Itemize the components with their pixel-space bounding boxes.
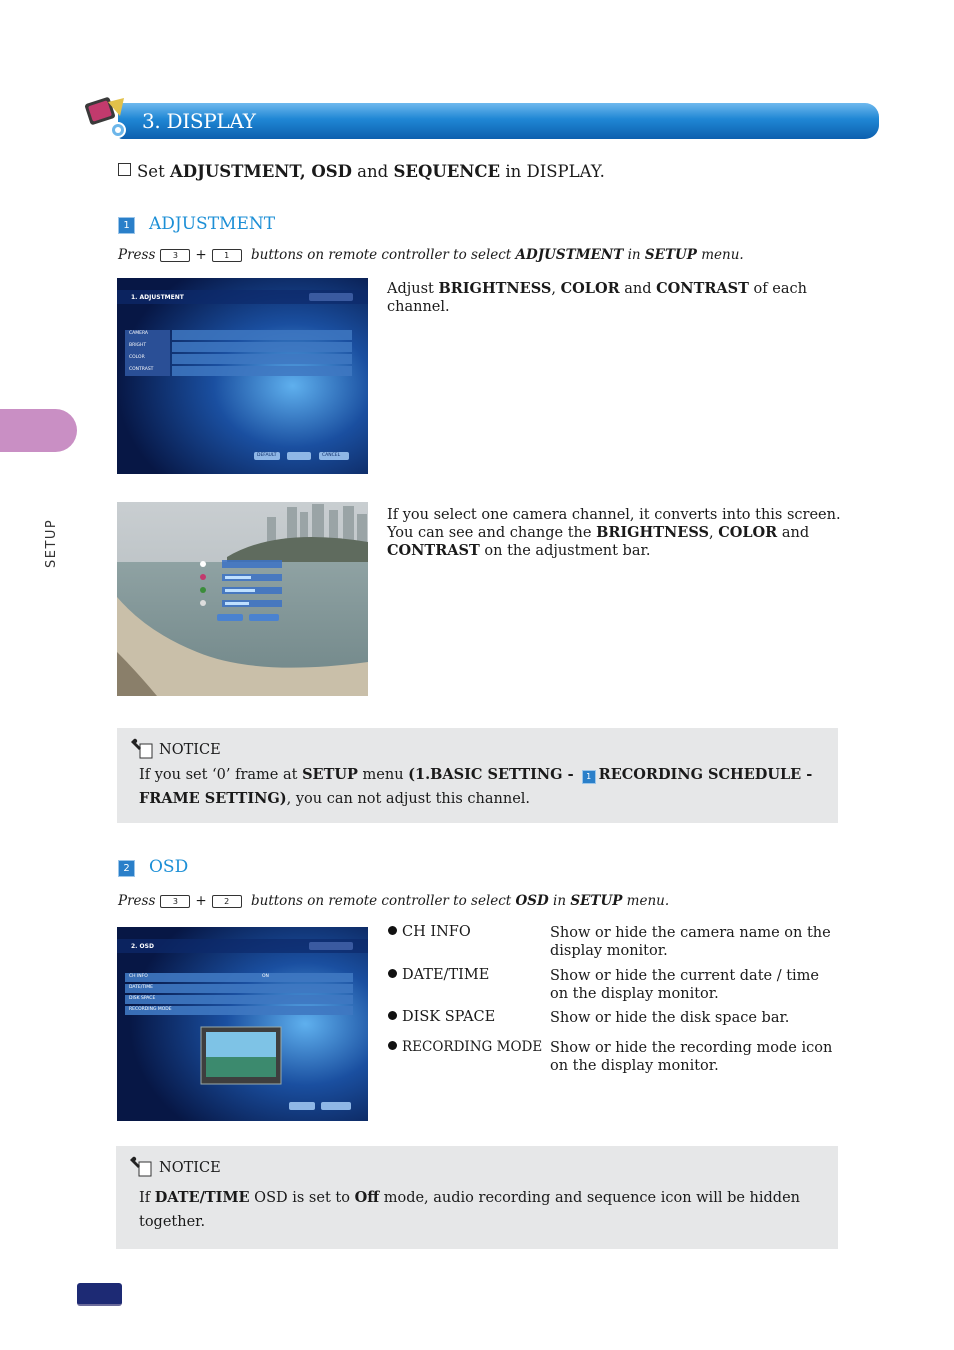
remote-key-3: 3 (160, 249, 190, 262)
display-monitor-icon (80, 96, 130, 142)
channel-adjustment-description: If you select one camera channel, it converts into this screen. You can see and change the BRIGHTNESS, COLOR and CONTRAST on the adjustment bar. (387, 507, 841, 559)
section-number-badge: 1 (118, 217, 135, 234)
screen-row-label: CAMERA (129, 331, 148, 336)
page-number-badge (77, 1283, 122, 1306)
bullet-icon (388, 1041, 397, 1050)
adjustment-menu-screenshot (117, 278, 368, 474)
osd-item-description: Show or hide the camera name on the display monitor. (550, 925, 831, 959)
side-chapter-label: SETUP (44, 518, 59, 568)
screen-title: 1. ADJUSTMENT (131, 294, 184, 301)
notice-body: If DATE/TIME OSD is set to Off mode, audio recording and sequence icon will be hidden together. (139, 1189, 801, 1230)
intro-line: Set ADJUSTMENT, OSD and SEQUENCE in DISPLAY. (118, 162, 605, 181)
bullet-icon (388, 1011, 397, 1020)
osd-press-instruction: Press 3 + 2 buttons on remote controller to select OSD in SETUP menu. (118, 893, 670, 909)
screen-cancel-button: CANCEL (322, 453, 341, 458)
osd-item-label: DATE/TIME (388, 967, 489, 983)
screen-row-label: CONTRAST (129, 367, 154, 372)
osd-item-label: RECORDING MODE (388, 1039, 542, 1055)
screen-row-label: DISK SPACE (129, 996, 156, 1001)
notice-title: NOTICE (159, 1160, 221, 1176)
screen-row-label: RECORDING MODE (129, 1007, 172, 1012)
screen-row-value: ON (262, 974, 269, 979)
section-title-bar (118, 103, 879, 139)
screen-default-button: DEFAULT (257, 453, 277, 458)
bullet-icon (388, 926, 397, 935)
osd-item-label: CH INFO (388, 924, 471, 940)
adjustment-press-instruction: Press 3 + 1 buttons on remote controller to select ADJUSTMENT in SETUP menu. (118, 247, 744, 263)
screen-title: 2. OSD (131, 943, 154, 950)
notice-box-1 (117, 728, 838, 823)
osd-heading: 2 OSD (118, 857, 188, 877)
bullet-icon (388, 969, 397, 978)
page-title: 3. DISPLAY (142, 109, 256, 133)
notice-title: NOTICE (159, 742, 221, 758)
notice-box-2 (116, 1146, 838, 1249)
section-number-badge: 1 (582, 770, 596, 784)
remote-key-2: 2 (212, 895, 242, 908)
screen-row-label: BRIGHT (129, 343, 147, 348)
screen-row-label: DATE/TIME (129, 985, 154, 990)
osd-item-description: Show or hide the recording mode icon on the display monitor. (550, 1040, 833, 1074)
notice-pencil-icon (131, 738, 155, 760)
remote-key-1: 1 (212, 249, 242, 262)
checkbox-bullet-icon (118, 163, 131, 176)
osd-item-description: Show or hide the current date / time on the display monitor. (550, 968, 820, 1002)
chapter-tab (0, 409, 77, 452)
osd-item-description: Show or hide the disk space bar. (550, 1010, 790, 1026)
osd-item-label: DISK SPACE (388, 1009, 495, 1025)
osd-menu-screenshot (117, 927, 368, 1121)
adjustment-description: Adjust BRIGHTNESS, COLOR and CONTRAST of each channel. (387, 280, 807, 315)
channel-adjustment-screenshot (117, 502, 368, 696)
adjustment-heading: 1 ADJUSTMENT (118, 214, 275, 234)
screen-row-label: COLOR (129, 355, 145, 360)
notice-pencil-icon (130, 1156, 154, 1178)
section-number-badge: 2 (118, 860, 135, 877)
screen-row-label: CH INFO (129, 974, 148, 979)
remote-key-3: 3 (160, 895, 190, 908)
notice-body: If you set ‘0’ frame at SETUP menu (1.BASIC SETTING - 1 RECORDING SCHEDULE - FRAME SETTING), you can not adjust this channel. (139, 766, 813, 807)
